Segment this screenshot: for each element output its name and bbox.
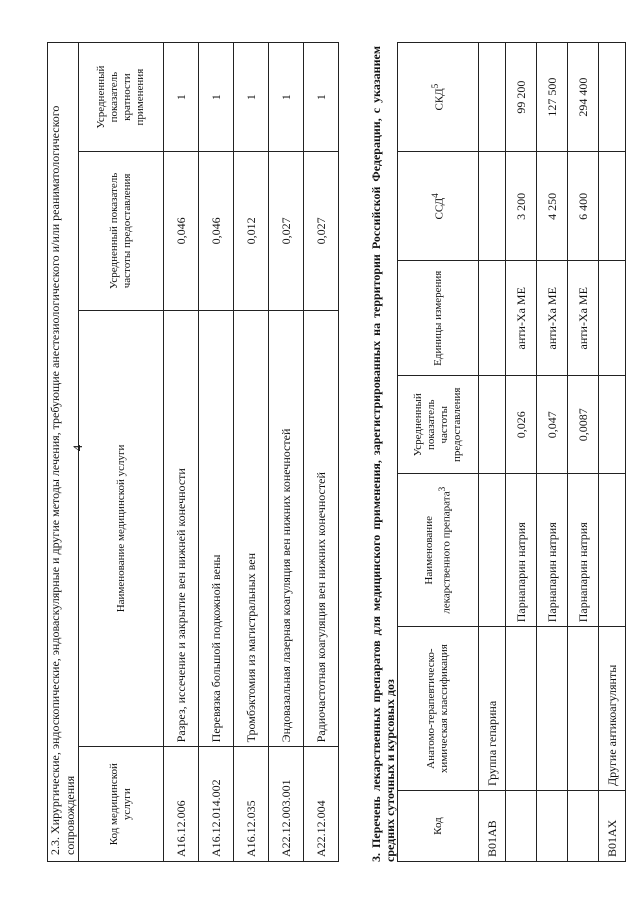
service-multiplicity: 1 [164,43,199,152]
group-row [479,43,506,862]
drug-unit: анти-Ха МЕ [537,261,568,376]
drug-unit: анти-Ха МЕ [568,261,599,376]
service-frequency: 0,027 [269,152,304,310]
service-code: A16.12.035 [234,747,269,862]
drug-frequency: 0,0087 [568,376,599,474]
group-code: B01AX [599,791,626,862]
table-row [234,43,269,862]
table-row [568,43,599,862]
service-multiplicity: 1 [234,43,269,152]
section-3-title: 3. Перечень лекарственных препаратов для медицинского применения, зарегистрированных на территории Российской Федерации, с указанием средних суточных и курсовых доз [369,46,397,862]
header-multiplicity: Усредненный показатель кратности применения [79,43,164,152]
service-frequency: 0,027 [304,152,339,310]
service-frequency: 0,012 [234,152,269,310]
table-header-row [398,43,479,862]
drug-skd: 127 500 [537,43,568,152]
drug-frequency: 0,047 [537,376,568,474]
drug-ssd: 4 250 [537,152,568,261]
service-multiplicity: 1 [269,43,304,152]
service-name: Разрез, иссечение и закрытие вен нижней конечности [164,310,199,747]
group-row [599,43,626,862]
header-drug: Наименование лекарственного препарата$^3$ [398,474,479,627]
service-name: Перевязка большой подкожной вены [199,310,234,747]
service-name: Эндовазальная лазерная коагуляция вен нижних конечностей [269,310,304,747]
service-name: Радиочастотная коагуляция вен нижних конечностей [304,310,339,747]
header-name: Наименование медицинской услуги [79,310,164,747]
drug-frequency: 0,026 [506,376,537,474]
drug-name: Парнапарин натрия [506,474,537,627]
drug-skd: 294 400 [568,43,599,152]
drug-skd: 99 200 [506,43,537,152]
service-multiplicity: 1 [304,43,339,152]
table-row [506,43,537,862]
header-ssd: ССД$^4$ [398,152,479,261]
drug-name: Парнапарин натрия [537,474,568,627]
drug-unit: анти-Ха МЕ [506,261,537,376]
rotated-page-content [47,42,619,862]
header-skd: СКД$^5$ [398,43,479,152]
table-row [164,43,199,862]
service-code: A22.12.003.001 [269,747,304,862]
group-code: B01AB [479,791,506,862]
service-code: A16.12.006 [164,747,199,862]
service-code: A16.12.014.002 [199,747,234,862]
header-code: Код [398,791,479,862]
table-row [269,43,304,862]
service-name: Тромбэктомия из магистральных вен [234,310,269,747]
header-frequency: Усредненный показатель частоты предоставления [79,152,164,310]
drug-name: Парнапарин натрия [568,474,599,627]
service-code: A22.12.004 [304,747,339,862]
table-row [304,43,339,862]
drug-ssd: 6 400 [568,152,599,261]
drugs-table [397,42,626,862]
service-frequency: 0,046 [164,152,199,310]
table-row [537,43,568,862]
page-number: 4 [70,444,85,452]
header-code: Код медицинской услуги [79,747,164,862]
medical-services-table [78,42,339,862]
table-header-row [79,43,164,862]
service-frequency: 0,046 [199,152,234,310]
table-row [199,43,234,862]
header-atc: Анатомо-терапевтическо-химическая классификация [398,627,479,791]
service-multiplicity: 1 [199,43,234,152]
group-name: Группа гепарина [479,627,506,791]
section-2-3-title: 2.3. Хирургические, эндоскопические, эндоваскулярные и другие методы лечения, требующие анестезиологического и/или реаниматологического сопровождения [47,42,78,862]
header-frequency: Усредненный показатель частоты предоставления [398,376,479,474]
header-unit: Единицы измерения [398,261,479,376]
drug-ssd: 3 200 [506,152,537,261]
group-name: Другие антикоагулянты [599,627,626,791]
